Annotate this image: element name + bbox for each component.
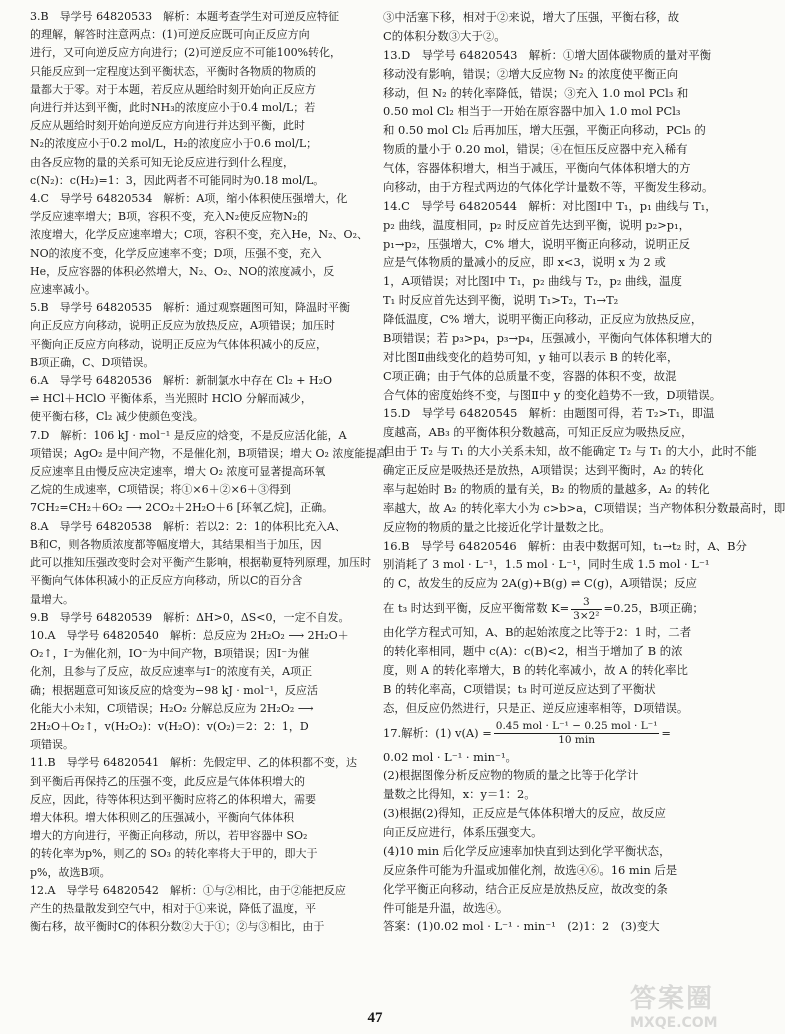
answer-item-q6 xyxy=(30,372,370,427)
text-line: 项错误；AgO₂ 是中间产物，不是催化剂，B项错误；增大 O₂ 浓度能提高 xyxy=(30,446,388,460)
text-line: 气体，容器体积增大，相当于减压，平衡向气体体积增大的方 xyxy=(383,161,691,175)
text-line: 10.A 导学号 64820540 解析：总反应为 2H₂O₂ ⟶ 2H₂O＋ xyxy=(30,628,349,642)
text-line: 移动没有影响，错误；②增大反应物 N₂ 的浓度使平衡正向 xyxy=(383,66,679,81)
text-line: 对比图Ⅱ曲线变化的趋势可知，y 轴可以表示 B 的转化率， xyxy=(383,349,679,364)
text-line: p₂ 曲线，温度相同，p₂ 时反应首先达到平衡，说明 p₂>p₁， xyxy=(383,217,691,232)
text-line: 浓度增大，化学反应速率增大；C项，容积不变，充入He，N₂、O₂、 xyxy=(30,228,368,242)
equation-prefix: 17.解析：(1) v(A) = xyxy=(383,725,492,740)
text-line: 合气体的密度始终不变，与图Ⅱ中 y 的变化趋势不一致，D项错误。 xyxy=(383,387,722,402)
text-line: 率越大，故 A₂ 的转化率大小为 c>b>a，C项错误；当产物体积分数最高时，即 xyxy=(383,500,785,515)
text-line: B 的转化率高，C项错误；t₃ 时可逆反应达到了平衡状 xyxy=(383,681,656,696)
text-line: N₂的浓度应小于0.2 mol/L，H₂的浓度应小于0.6 mol/L； xyxy=(30,137,318,151)
text-line: 7.D 解析：106 kJ · mol⁻¹ 是反应的焓变，不是反应活化能，A xyxy=(30,428,347,442)
text-line: O₂↑，I⁻为催化剂，IO⁻为中间产物，B项错误；因I⁻为催 xyxy=(30,647,310,661)
fraction xyxy=(494,720,660,747)
text-line: NO的浓度不变，化学反应速率不变；D项，压强不变，充入 xyxy=(30,246,322,260)
answer-item-q11 xyxy=(30,754,370,881)
text-line: 确定正反应是吸热还是放热，A项错误；达到平衡时，A₂ 的转化 xyxy=(383,463,704,477)
text-line: 16.B 导学号 64820546 解析：由表中数据可知，t₁→t₂ 时，A、B分 xyxy=(383,538,747,553)
text-line: p%，故选B项。 xyxy=(30,865,111,879)
text-line: 2H₂O＋O₂↑，v(H₂O₂)：v(H₂O)：v(O₂)＝2：2：1，D xyxy=(30,719,309,733)
text-line: 量数之比得知，x：y＝1：2。 xyxy=(383,787,536,802)
text-line: 反应速率且由慢反应决定速率，增大 O₂ 浓度可显著提高环氧 xyxy=(30,465,326,479)
answer-item-q16b xyxy=(383,623,728,717)
answer-item-q10 xyxy=(30,627,370,754)
text-line: B和C，则各物质浓度都等幅度增大，其结果相当于加压，因 xyxy=(30,537,322,551)
text-line: 反应，因此，待等体积达到平衡时应将乙的体积增大，需要 xyxy=(30,792,316,806)
text-line: 的转化率为p%，则乙的 SO₃ 的转化率将大于甲的，即大于 xyxy=(30,847,318,861)
text-line: 件可能是升温，故选④。 xyxy=(383,900,509,915)
text-line: 平衡向气体体积减小的正反应方向移动，所以C的百分含 xyxy=(30,574,303,588)
text-line: 向进行并达到平衡，此时NH₃的浓度应小于0.4 mol/L；若 xyxy=(30,101,316,115)
text-line: 率与起始时 B₂ 的物质的量有关，B₂ 的物质的量越多，A₂ 的转化 xyxy=(383,481,710,496)
answer-item-q12 xyxy=(30,882,370,937)
text-line: 6.A 导学号 64820536 解析：新制氯水中存在 Cl₂ + H₂O xyxy=(30,374,332,388)
text-line: 答案：(1)0.02 mol · L⁻¹ · min⁻¹ (2)1：2 (3)变大 xyxy=(383,919,660,934)
text-line: 度，则 A 的转化率增大，B 的转化率减小，故 A 的转化率比 xyxy=(383,662,688,677)
text-line: 的转化率相同，题中 c(A)：c(B)<2，相当于增加了 B 的浓 xyxy=(383,644,683,658)
text-line: (3)根据(2)得知，正反应是气体体积增大的反应，故反应 xyxy=(383,806,666,821)
text-line: 态，但反应仍然进行，只是正、逆反应速率相等，D项错误。 xyxy=(383,700,689,715)
answer-item-q9 xyxy=(30,609,370,627)
answer-item-q17ans xyxy=(383,917,728,936)
watermark-logo xyxy=(630,978,745,1030)
text-line: 12.A 导学号 64820542 解析：①与②相比，由于②能把反应 xyxy=(30,883,346,897)
text-line: B项错误；若 p₃>p₄，p₃→p₄，压强减小，平衡向气体体积增大的 xyxy=(383,330,713,345)
text-line: 化剂，且参与了反应，故反应速率与I⁻的浓度有关，A项正 xyxy=(30,665,313,679)
text-line: 衡右移，故平衡时C的体积分数②大于①；②与③相比，由于 xyxy=(30,920,325,934)
text-line: 只能反应到一定程度达到平衡状态，平衡时各物质的物质的 xyxy=(30,64,316,78)
right-column xyxy=(383,8,785,936)
text-line: T₁ 时反应首先达到平衡，说明 T₁>T₂，T₁→T₂ xyxy=(383,293,619,308)
equation-suffix: =0.25，B项正确； xyxy=(603,601,704,616)
text-line: 进行，又可向逆反应方向进行；(2)可逆反应不可能100%转化， xyxy=(30,46,342,60)
text-line: 学反应速率增大；B项，容积不变，充入N₂使反应物N₂的 xyxy=(30,210,309,224)
text-line: 增大体积。增大体积则乙的压强减小，平衡向气体体积 xyxy=(30,810,294,824)
answer-item-q12b xyxy=(383,8,728,46)
fraction xyxy=(571,596,601,623)
text-line: 14.C 导学号 64820544 解析：对比图Ⅰ中 T₁，p₁ 曲线与 T₁， xyxy=(383,198,717,213)
text-line: 项错误。 xyxy=(30,738,74,752)
text-line: 7CH₂=CH₂＋6O₂ ⟶ 2CO₂＋2H₂O＋6 [环氧乙烷]，正确。 xyxy=(30,501,334,515)
answer-item-q4 xyxy=(30,190,370,299)
text-line: ⇌ HCl＋HClO 平衡体系，当光照时 HClO 分解而减少， xyxy=(30,392,312,406)
text-line: 应是气体物质的量减小的反应，即 x<3，说明 x 为 2 或 xyxy=(383,255,666,270)
text-line: 的 C，故发生的反应为 2A(g)+B(g) ⇌ C(g)，A项错误；反应 xyxy=(383,576,697,591)
text-line: 8.A 导学号 64820538 解析：若以2：2：1的体积比充入A、 xyxy=(30,519,346,533)
answer-item-q5 xyxy=(30,299,370,372)
text-line: C项正确；由于气体的总质量不变，容器的体积不变，故混 xyxy=(383,368,677,383)
text-line: 产生的热量散发到空气中，相对于①来说，降低了温度，平 xyxy=(30,901,316,915)
left-column xyxy=(30,8,388,936)
text-line: 的理解，解答时注意两点：(1)可逆反应既可向正反应方向 xyxy=(30,28,310,42)
text-line: (2)根据图像分析反应物的物质的量之比等于化学计 xyxy=(383,768,639,783)
text-line: 平衡向正反应方向移动，说明正反应为气体体积减小的反应， xyxy=(30,337,327,351)
text-line: 5.B 导学号 64820535 解析：通过观察题图可知，降温时平衡 xyxy=(30,301,351,315)
text-line: 向正反应进行，体系压强变大。 xyxy=(383,825,543,839)
text-line: 反应条件可能为升温或加催化剂，故选④⑥。16 min 后是 xyxy=(383,862,678,877)
text-line: 向移动，由于方程式两边的气体化学计量数不等，平衡发生移动。 xyxy=(383,179,714,194)
page-number: 47 xyxy=(367,1010,383,1026)
watermark-url: MXQE.COM xyxy=(630,1015,718,1031)
text-line: 化能大小未知，C项错误；H₂O₂ 分解总反应为 2H₂O₂ ⟶ xyxy=(30,701,314,715)
text-line: 量都大于零。对于本题，若反应从题给时刻开始向正反应方 xyxy=(30,82,316,96)
text-line: 反应物的物质的量之比接近化学计量数之比。 xyxy=(383,519,611,534)
equation-line xyxy=(383,718,728,748)
text-line: 使平衡右移，Cl₂ 减少使颜色变浅。 xyxy=(30,410,204,424)
text-line: 确；根据题意可知该反应的焓变为−98 kJ · mol⁻¹，反应活 xyxy=(30,683,319,697)
text-line: 9.B 导学号 64820539 解析：ΔH>0，ΔS<0，一定不自发。 xyxy=(30,610,350,624)
text-line: He，反应容器的体积必然增大，N₂、O₂、NO的浓度减小，反 xyxy=(30,264,335,278)
text-line: 15.D 导学号 64820545 解析：由题图可得，若 T₂>T₁，即温 xyxy=(383,406,715,421)
text-line: p₁→p₂，压强增大，C% 增大，说明平衡正向移动，说明正反 xyxy=(383,236,691,251)
text-line: 移动，但 N₂ 的转化率降低，错误；③充入 1.0 mol PCl₃ 和 xyxy=(383,85,689,100)
text-line: 0.50 mol Cl₂ 相当于一开始在原容器中加入 1.0 mol PCl₃ xyxy=(383,104,681,119)
text-line: C的体积分数③大于②。 xyxy=(383,28,506,43)
answer-item-q16eq xyxy=(383,593,728,623)
fraction-numerator: 3 xyxy=(571,596,601,610)
fraction-denominator: 3×2² xyxy=(573,609,600,622)
text-line: 到平衡后再保持乙的压强不变，此反应是气体体积增大的 xyxy=(30,774,305,788)
text-line: (4)10 min 后化学反应速率加快直到达到化学平衡状态， xyxy=(383,843,671,858)
text-line: 和 0.50 mol Cl₂ 后再加压，增大压强，平衡正向移动，PCl₅ 的 xyxy=(383,123,706,138)
text-line: 向正反应方向移动，说明正反应为放热反应，A项错误；加压时 xyxy=(30,319,335,333)
text-line: 3.B 导学号 64820533 解析：本题考查学生对可逆反应特征 xyxy=(30,10,340,23)
text-line: 0.02 mol · L⁻¹ · min⁻¹。 xyxy=(383,749,517,764)
text-line: ③中活塞下移，相对于②来说，增大了压强，平衡右移，故 xyxy=(383,10,680,24)
equation-suffix: = xyxy=(661,725,671,740)
answer-item-q17 xyxy=(383,748,728,918)
text-line: 增大的方向进行，平衡正向移动，所以，若甲容器中 SO₂ xyxy=(30,829,308,843)
text-line: B项正确，C、D项错误。 xyxy=(30,355,155,369)
answer-item-q14 xyxy=(383,197,728,405)
answer-item-q3 xyxy=(30,8,370,190)
text-line: c(N₂)：c(H₂)=1：3，因此两者不可能同时为0.18 mol/L。 xyxy=(30,173,325,187)
text-line: 由化学方程式可知，A、B的起始浓度之比等于2：1 时，二者 xyxy=(383,625,692,640)
fraction-numerator: 0.45 mol · L⁻¹ − 0.25 mol · L⁻¹ xyxy=(495,720,658,732)
watermark-text: 答案圈 xyxy=(630,984,715,1014)
equation-prefix: 在 t₃ 时达到平衡，反应平衡常数 K= xyxy=(383,601,570,616)
answer-item-q7 xyxy=(30,427,388,518)
text-line: 4.C 导学号 64820534 解析：A项，缩小体积使压强增大，化 xyxy=(30,192,348,206)
text-line: 降低温度，C% 增大，说明平衡正向移动，正反应为放热反应， xyxy=(383,312,703,326)
text-line: 13.D 导学号 64820543 解析：①增大固体碳物质的量对平衡 xyxy=(383,47,712,62)
text-line: 应速率减小。 xyxy=(30,283,96,297)
equation-line xyxy=(383,593,728,623)
text-line: 化学平衡正向移动，结合正反应是放热反应，故改变的条 xyxy=(383,881,668,896)
text-line: 别消耗了 3 mol · L⁻¹，1.5 mol · L⁻¹，同时生成 1.5 mol · L⁻¹ xyxy=(383,557,710,572)
text-line: 此可以推知压强改变时会对平衡产生影响，根据勒夏特列原理，加压时 xyxy=(30,556,371,570)
answer-item-q8 xyxy=(30,518,370,609)
text-line: 量增大。 xyxy=(30,592,74,606)
answer-item-q17eq xyxy=(383,718,728,748)
text-line: 度越高，AB₃ 的平衡体积分数越高，可知正反应为吸热反应， xyxy=(383,425,693,440)
text-line: 1，A项错误；对比图Ⅰ中 T₁，p₂ 曲线与 T₂，p₂ 曲线，温度 xyxy=(383,274,682,289)
text-line: 乙烷的生成速率，C项错误；将①×6＋②×6＋③得到 xyxy=(30,483,291,497)
text-line: 由各反应物的量的关系可知无论反应进行到什么程度， xyxy=(30,155,294,169)
answer-item-q16 xyxy=(383,537,747,594)
text-line: 但由于 T₂ 与 T₁ 的大小关系未知，故不能确定 T₂ 与 T₁ 的大小，此时不能 xyxy=(383,444,757,459)
text-line: 11.B 导学号 64820541 解析：先假定甲、乙的体积都不变，达 xyxy=(30,756,358,770)
text-line: 反应从题给时刻开始向逆反应方向进行并达到平衡，此时 xyxy=(30,119,305,133)
fraction-denominator: 10 min xyxy=(558,734,595,746)
answer-item-q15 xyxy=(383,404,785,536)
answer-item-q13 xyxy=(383,46,728,197)
text-line: 物质的量小于 0.20 mol，错误；④在恒压反应器中充入稀有 xyxy=(383,142,688,157)
